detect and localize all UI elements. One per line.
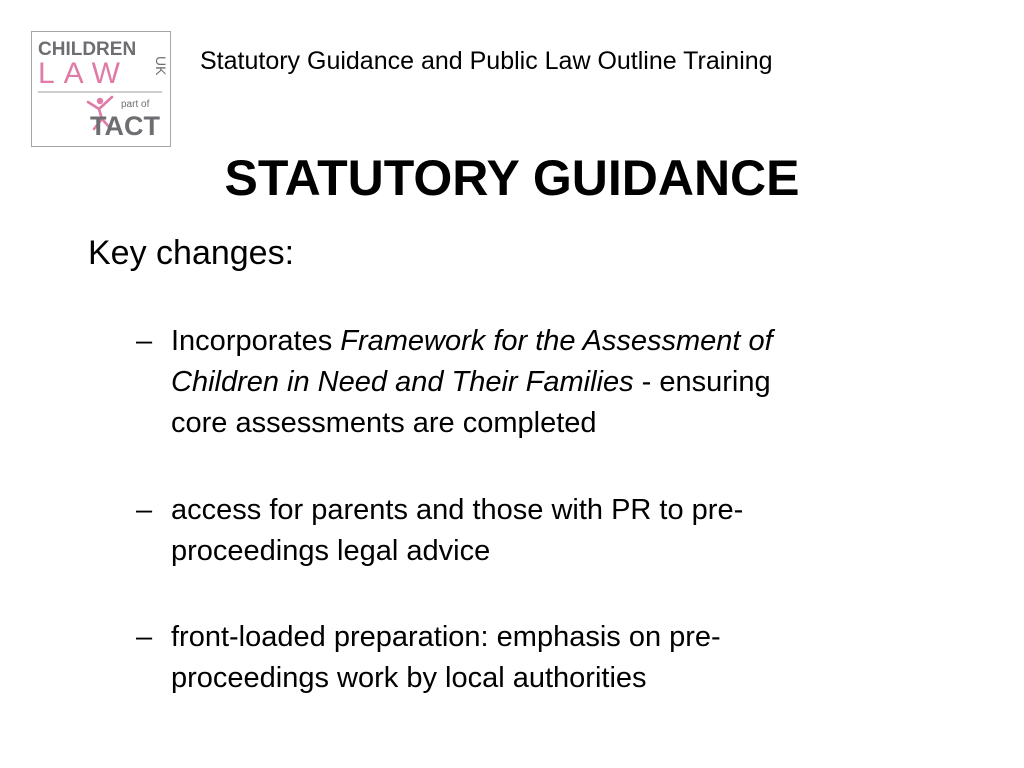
bullet-dash: – (136, 494, 153, 526)
bullet-line: proceedings legal advice (171, 535, 491, 567)
slide-title: STATUTORY GUIDANCE (224, 150, 800, 206)
bullet-line: core assessments are completed (171, 407, 597, 439)
bullet-text (171, 490, 876, 572)
bullet-item (136, 617, 876, 699)
logo-part-of: part of (121, 99, 150, 110)
bullet-line: proceedings work by local authorities (171, 662, 647, 694)
bullet-dash: – (136, 325, 153, 357)
bullet-dash: – (136, 621, 153, 653)
bullet-text-plain: Incorporates (171, 325, 341, 357)
bullet-item (136, 321, 876, 444)
logo-graphic (32, 32, 170, 146)
logo-line1: CHILDREN (38, 39, 137, 60)
bullet-line: front-loaded preparation: emphasis on pre- (171, 621, 721, 653)
bullet-line (171, 321, 876, 362)
bullet-line (171, 362, 876, 403)
logo-line2: LAW (38, 57, 129, 90)
children-law-uk-logo (31, 31, 171, 147)
intro-text: Key changes: (88, 234, 295, 272)
logo-side: UK (153, 56, 169, 76)
bullet-item (136, 490, 876, 572)
bullet-text (171, 321, 876, 444)
header-title: Statutory Guidance and Public Law Outline Training (200, 47, 773, 75)
bullet-text-italic: Children in Need and Their Families (171, 366, 634, 398)
bullet-text (171, 617, 876, 699)
bullet-text-plain: - ensuring (633, 366, 771, 398)
logo-org: TACT (90, 111, 160, 141)
bullet-text-italic: Framework for the Assessment of (340, 325, 773, 357)
bullet-line: access for parents and those with PR to pre- (171, 494, 744, 526)
